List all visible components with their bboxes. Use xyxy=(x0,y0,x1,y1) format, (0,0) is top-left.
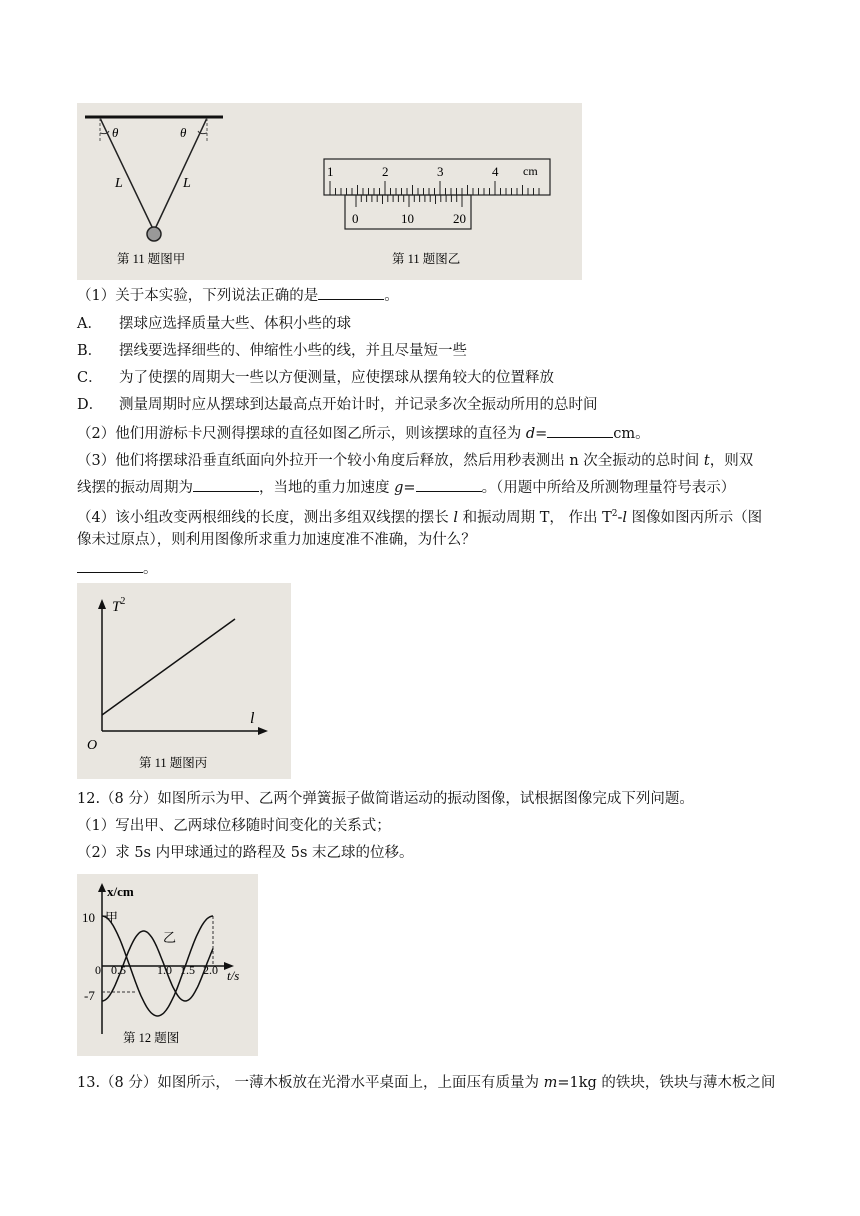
pendulum-caliper-figure xyxy=(77,103,582,280)
vernier-20: 20 xyxy=(453,211,466,226)
theta-right-label: θ xyxy=(180,125,187,140)
vernier-caliper xyxy=(324,159,550,229)
figure-11-bing xyxy=(77,583,291,779)
q13-title: 13.（8 分）如图所示， 一薄木板放在光滑水平桌面上，上面压有质量为 m=1kg 的铁块，铁块与薄木板之间 xyxy=(77,1075,776,1091)
answer-blank-5[interactable] xyxy=(77,558,143,573)
x-axis-label: t/s xyxy=(227,968,240,983)
main-scale-2: 2 xyxy=(382,164,389,179)
q12-title: 12.（8 分）如图所示为甲、乙两个弹簧振子做简谐运动的振动图像，试根据图像完成下列问题。 xyxy=(77,791,694,807)
y-tick-10: 10 xyxy=(82,910,95,925)
main-scale-4: 4 xyxy=(492,164,499,179)
pendulum-ball xyxy=(147,227,161,241)
x-tick-1.0: 1.0 xyxy=(157,963,172,977)
option-c: C． 为了使摆的周期大一些以方便测量，应使摆球从摆角较大的位置释放 xyxy=(77,370,554,386)
q11-part2: （2）他们用游标卡尺测得摆球的直径如图乙所示，则该摆球的直径为 d= cm。 xyxy=(77,423,650,444)
x-tick-0.5: 0.5 xyxy=(111,963,126,977)
origin-label: O xyxy=(87,738,98,753)
q11-part4-line1: （4）该小组改变两根细线的长度，测出多组双线摆的摆长 l 和振动周期 T， 作出 $T^2-l$ 图像如图丙所示（图 xyxy=(77,509,763,526)
answer-blank-4[interactable] xyxy=(416,477,482,492)
fig-jia-caption: 第 11 题图甲 xyxy=(117,252,186,266)
vernier-0: 0 xyxy=(352,211,359,226)
option-b: B． 摆线要选择细些的、伸缩性小些的线，并且尽量短一些 xyxy=(77,343,467,359)
unit-cm: cm xyxy=(523,164,538,178)
x-tick-2.0: 2.0 xyxy=(203,963,218,977)
q11-part3-line1: （3）他们将摆球沿垂直纸面向外拉开一个较小角度后释放，然后用秒表测出 n 次全振动的总时间 t，则双 xyxy=(77,453,754,469)
vernier-10: 10 xyxy=(401,211,414,226)
series-label-yi: 乙 xyxy=(163,930,177,945)
L-left-label: L xyxy=(115,176,123,191)
x-tick-0: 0 xyxy=(95,963,101,977)
q11-part4-answer: 。 xyxy=(77,558,158,579)
T2-l-graph xyxy=(77,583,291,779)
q11-part4-line2: 像未过原点），则利用图像所求重力加速度准不准确，为什么？ xyxy=(77,532,476,548)
fig-bing-caption: 第 11 题图丙 xyxy=(139,756,208,770)
T2-l-line xyxy=(102,619,235,715)
y-tick-neg7: -7 xyxy=(84,988,95,1003)
option-a: A． 摆球应选择质量大些、体积小些的球 xyxy=(77,316,351,332)
L-right-label: L xyxy=(183,176,191,191)
y-axis-label: $T^2$ xyxy=(112,596,126,615)
q11-part3-line2: 线摆的振动周期为 ，当地的重力加速度 g= 。（用题中所给及所测物理量符号表示） xyxy=(77,477,735,498)
q12-sub1: （1）写出甲、乙两球位移随时间变化的关系式； xyxy=(77,818,391,834)
answer-blank-3[interactable] xyxy=(193,477,259,492)
fig12-caption: 第 12 题图 xyxy=(123,1031,180,1045)
figure-11-jia-yi xyxy=(77,103,582,280)
vibration-chart xyxy=(77,874,258,1056)
theta-left-label: θ xyxy=(112,125,119,140)
main-scale-3: 3 xyxy=(437,164,444,179)
figure-12 xyxy=(77,874,258,1056)
q11-part1: （1）关于本实验，下列说法正确的是 。 xyxy=(77,285,399,306)
y-axis-label: x/cm xyxy=(107,884,134,899)
q12-sub2: （2）求 5s 内甲球通过的路程及 5s 末乙球的位移。 xyxy=(77,845,414,861)
answer-blank-2[interactable] xyxy=(547,423,613,438)
answer-blank-1[interactable] xyxy=(318,285,384,300)
x-axis-label: l xyxy=(250,710,255,727)
x-tick-1.5: 1.5 xyxy=(180,963,195,977)
option-d: D． 测量周期时应从摆球到达最高点开始计时，并记录多次全振动所用的总时间 xyxy=(77,397,598,413)
fig-yi-caption: 第 11 题图乙 xyxy=(392,252,461,266)
series-label-jia: 甲 xyxy=(105,910,119,925)
main-scale-1: 1 xyxy=(327,164,334,179)
